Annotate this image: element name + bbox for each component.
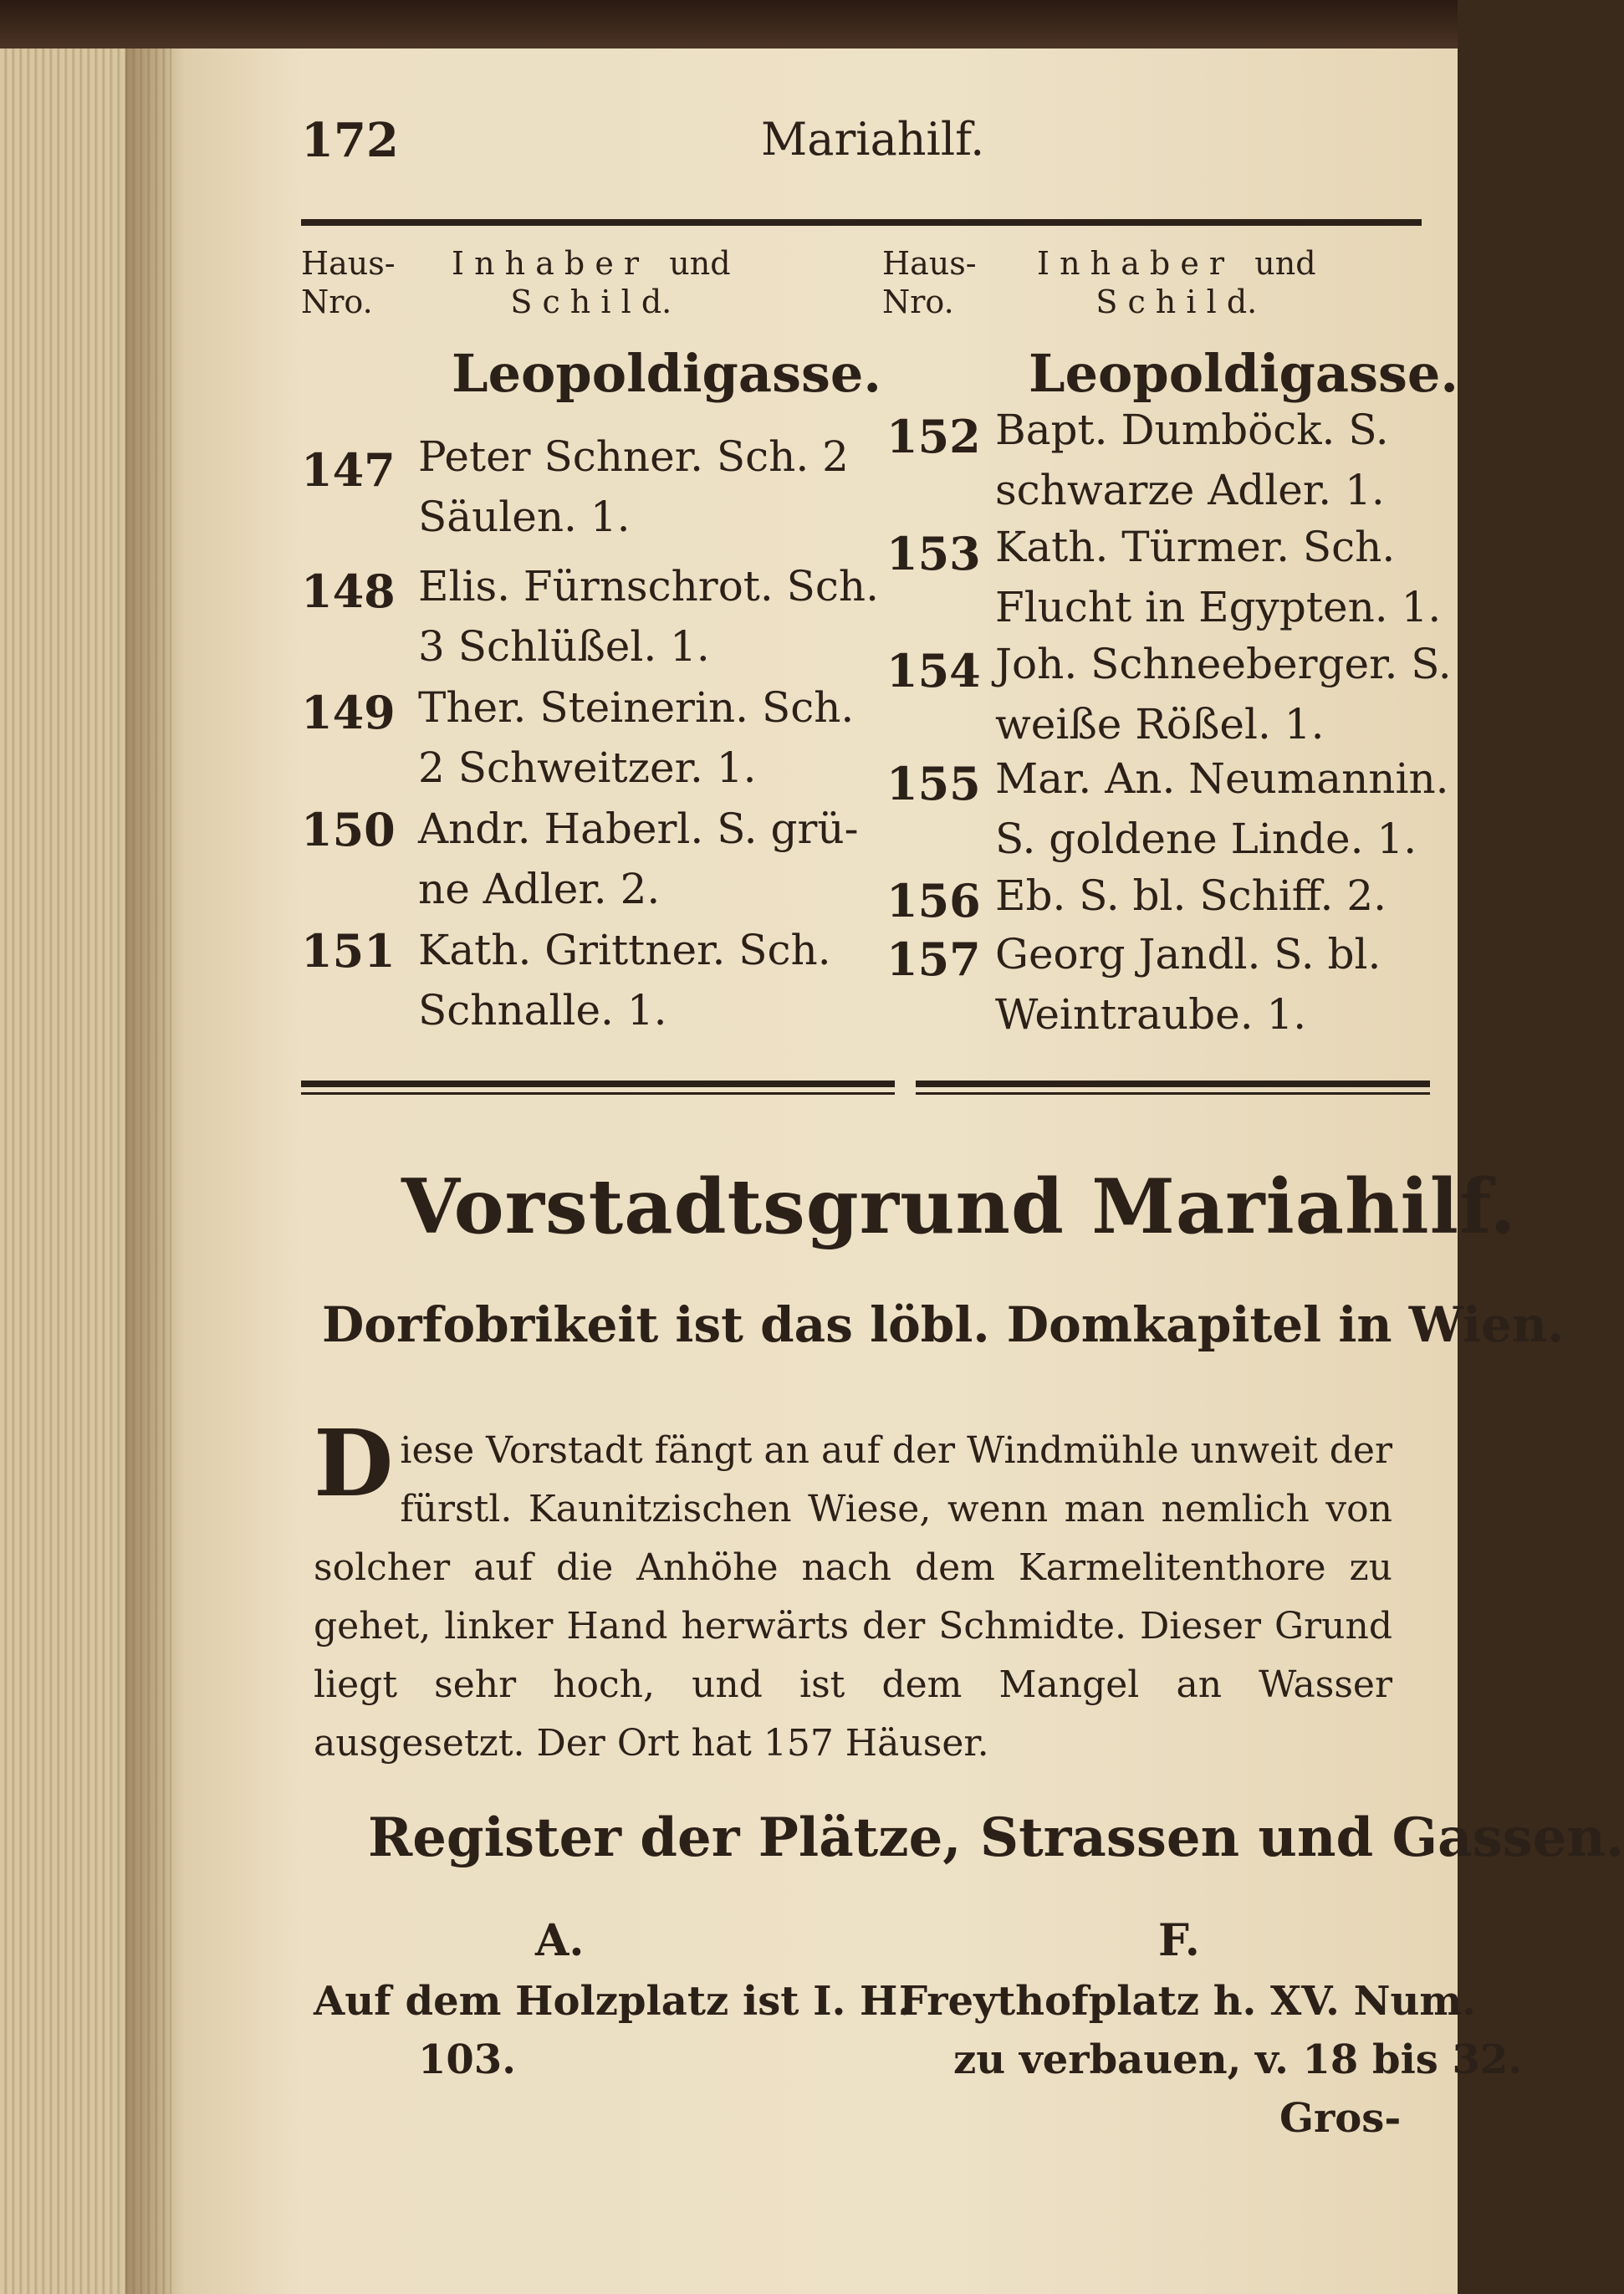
entry-line: Weintraube. 1. <box>995 990 1307 1039</box>
entry-line: Eb. S. bl. Schiff. 2. <box>995 871 1387 920</box>
section-rule-right-thin <box>916 1092 1430 1095</box>
right-street-title: Leopoldigasse. <box>1029 343 1458 404</box>
house-number: 152 <box>886 410 981 463</box>
entry-line: Schnalle. 1. <box>418 986 667 1035</box>
house-number: 155 <box>886 757 981 810</box>
house-number: 148 <box>301 565 396 618</box>
entry-line: Andr. Haberl. S. grü- <box>418 805 859 853</box>
house-number: 157 <box>886 932 981 986</box>
book-cover-edge <box>0 0 1458 49</box>
entry-line: Ther. Steinerin. Sch. <box>418 683 855 732</box>
entry-line: Säulen. 1. <box>418 493 631 541</box>
house-number: 154 <box>886 644 981 697</box>
section-title: Vorstadtsgrund Mariahilf. <box>401 1162 1517 1251</box>
register-letter-f: F. <box>1158 1915 1200 1966</box>
running-head: Mariahilf. <box>761 113 985 166</box>
gutter-shadow <box>125 49 184 2294</box>
entry-line: S. goldene Linde. 1. <box>995 815 1417 863</box>
left-owner-label: I n h a b e r und S c h i l d. <box>452 245 731 320</box>
entry-line: 3 Schlüßel. 1. <box>418 622 710 671</box>
entry-line: Mar. An. Neumannin. <box>995 754 1449 803</box>
entry-line: Kath. Grittner. Sch. <box>418 926 831 974</box>
register-entry-line: zu verbauen, v. 18 bis 32. <box>953 2036 1523 2083</box>
register-letter-a: A. <box>535 1915 585 1966</box>
house-number: 149 <box>301 686 396 739</box>
register-entry-line: 103. <box>418 2036 516 2083</box>
register-entry-line: Gros- <box>1279 2095 1402 2142</box>
left-street-title: Leopoldigasse. <box>452 343 881 404</box>
entry-line: schwarze Adler. 1. <box>995 466 1385 514</box>
entry-line: Elis. Fürnschrot. Sch. <box>418 562 880 611</box>
authority-line: Dorfobrikeit ist das löbl. Domkapitel in Wien. <box>322 1296 1565 1353</box>
entry-line: Joh. Schneeberger. S. <box>995 640 1452 688</box>
left-house-nr-label: Haus- Nro. <box>301 245 396 320</box>
entry-line: ne Adler. 2. <box>418 865 661 913</box>
house-number: 156 <box>886 874 981 927</box>
register-title: Register der Plätze, Strassen und Gassen. <box>368 1806 1624 1869</box>
entry-line: Bapt. Dumböck. S. <box>995 406 1389 454</box>
page-number: 172 <box>301 113 399 168</box>
right-house-nr-label: Haus- Nro. <box>882 245 977 320</box>
house-number: 151 <box>301 924 396 978</box>
entry-line: Kath. Türmer. Sch. <box>995 523 1396 571</box>
body-paragraph: Diese Vorstadt fängt an auf der Windmühle unweit der fürstl. Kaunitzischen Wiese, wenn man nemlich von solcher auf die Anhöhe nach dem Karmelitenthore zu gehet, linker Hand herwärts der Schmidte. Dieser Grund liegt sehr hoch, und ist dem Mangel an Wasser ausgesetzt. Der Ort hat 157 Häuser. <box>314 1409 1392 1765</box>
entry-line: Flucht in Egypten. 1. <box>995 583 1442 631</box>
house-number: 147 <box>301 443 396 497</box>
entry-line: 2 Schweitzer. 1. <box>418 743 757 792</box>
right-owner-label: I n h a b e r und S c h i l d. <box>1037 245 1316 320</box>
section-rule-right <box>916 1081 1430 1087</box>
house-number: 153 <box>886 527 981 580</box>
section-rule-left <box>301 1081 895 1087</box>
entry-line: weiße Rößel. 1. <box>995 700 1325 748</box>
house-number: 150 <box>301 803 396 856</box>
entry-line: Peter Schner. Sch. 2 <box>418 432 849 481</box>
register-entry-line: Auf dem Holzplatz ist I. H. <box>314 1978 912 2025</box>
header-rule <box>301 219 1422 226</box>
register-entry-line: Freythofplatz h. XV. Num. <box>899 1978 1476 2025</box>
section-rule-left-thin <box>301 1092 895 1095</box>
entry-line: Georg Jandl. S. bl. <box>995 930 1381 978</box>
